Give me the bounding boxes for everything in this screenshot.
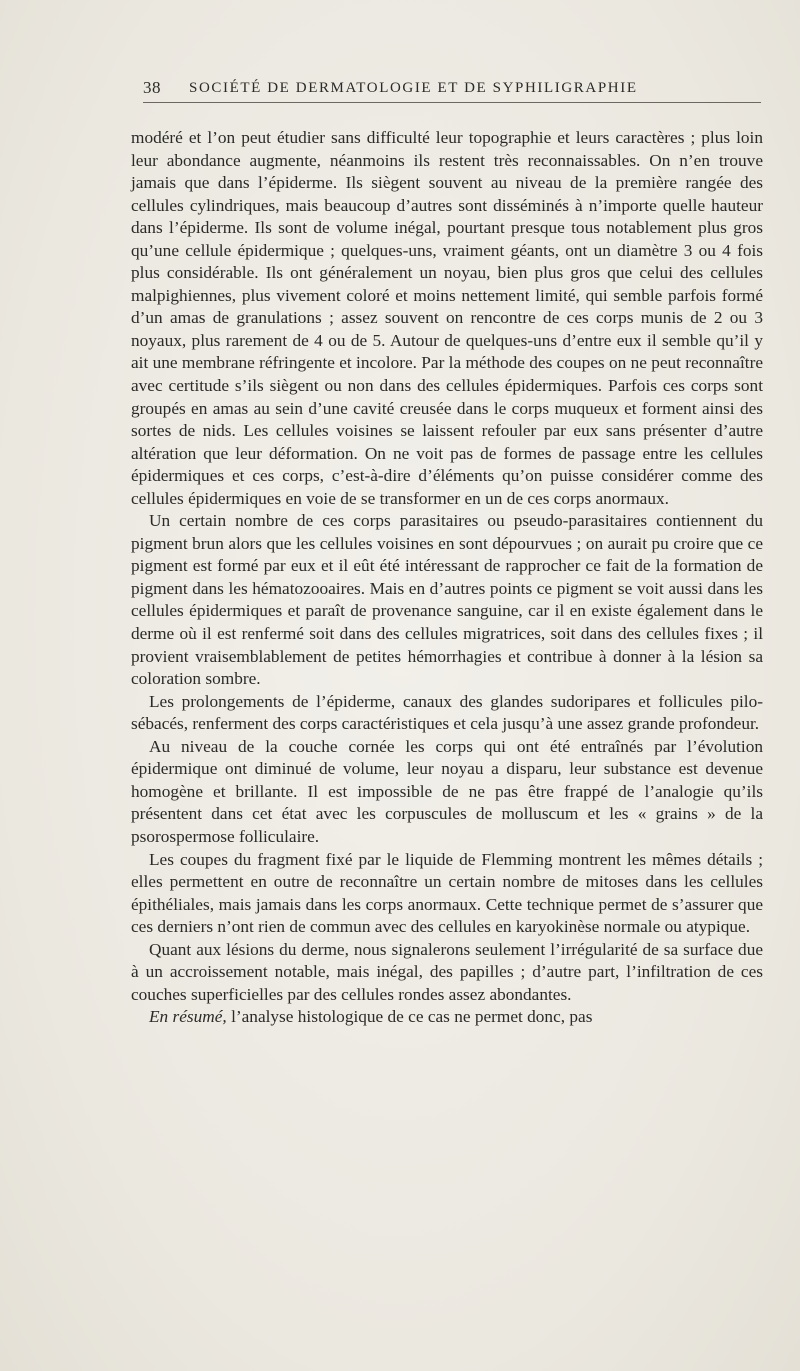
italic-lead: En résumé, (149, 1007, 227, 1027)
paragraph-7-text: l’analyse histologique de ce cas ne permet donc, pas (231, 1007, 593, 1027)
paragraph-4: Au niveau de la couche cornée les corps qui ont été entraînés par l’évolution épidermique ont diminué de volume, leur noyau a disparu, leur substance est devenue homogène et brillante. Il est impossible de ne pas être frappé de l’analogie qu’ils présentent dans cet état avec les corpuscules de molluscum et les « grains » de la psorospermose folliculaire. (131, 736, 763, 846)
running-title: SOCIÉTÉ DE DERMATOLOGIE ET DE SYPHILIGRAPHIE (189, 80, 638, 96)
page-header (143, 76, 761, 103)
paragraph-6: Quant aux lésions du derme, nous signalerons seulement l’irrégularité de sa surface due à un accroissement notable, mais inégal, des papilles ; d’autre part, l’infiltration de ces couches superficielles par des cellules rondes assez abondantes. (131, 939, 763, 1004)
paragraph-2: Un certain nombre de ces corps parasitaires ou pseudo-parasitaires contiennent du pigment brun alors que les cellules voisines en sont dépourvues ; on aurait pu croire que ce pigment est formé par eux et il eût été intéressant de rapprocher ce fait de la formation de pigment dans les hématozooaires. Mais en d’autres points ce pigment se voit aussi dans les cellules épidermiques et paraît de provenance sanguine, car il en existe également dans le derme où il est renfermé soit dans des cellules migratrices, soit dans des cellules fixes ; il provient vraisemblablement de petites hémorrhagies et contribue à donner à la lésion sa coloration sombre. (131, 511, 763, 689)
paragraph-3: Les prolongements de l’épiderme, canaux des glandes sudoripares et follicules pilo-sébacés, renferment des corps caractéristiques et cela jusqu’à une assez grande profondeur. (131, 691, 763, 734)
paragraph-1: modéré et l’on peut étudier sans difficulté leur topographie et leurs caractères ; plus loin leur abondance augmente, néanmoins ils restent très reconnaissables. On n’en trouve jamais que dans l’épiderme. Ils siègent souvent au niveau de la première rangée des cellules cylindriques, mais beaucoup d’autres sont disséminés à n’importe quelle hauteur dans l’épiderme. Ils sont de volume inégal, pourtant presque tous notablement plus gros qu’une cellule épidermique ; quelques-uns, vraiment géants, ont un diamètre 3 ou 4 fois plus considérable. Ils ont généralement un noyau, bien plus gros que celui des cellules malpighiennes, plus vivement coloré et moins nettement limité, qui semble parfois formé d’un amas de granulations ; assez souvent on rencontre de ces corps munis de 2 ou 3 noyaux, plus rarement de 4 ou de 5. Autour de quelques-uns d’entre eux il semble qu’il y ait une membrane réfringente et incolore. Par la méthode des coupes on ne peut reconnaître avec certitude s’ils siègent ou non dans des cellules épidermiques. Parfois ces corps sont groupés en amas au sein d’une cavité creusée dans le corps muqueux et forment ainsi des sortes de nids. Les cellules voisines se laissent refouler par eux sans présenter d’autre altération que leur déformation. On ne voit pas de formes de passage entre les cellules épidermiques et ces corps, c’est-à-dire d’éléments qu’on puisse considérer comme des cellules épidermiques en voie de se transformer en un de ces corps anormaux. (131, 128, 763, 508)
paragraph-5: Les coupes du fragment fixé par le liquide de Flemming montrent les mêmes détails ; elles permettent en outre de reconnaître un certain nombre de mitoses dans les cellules épithéliales, mais jamais dans les corps anormaux. Cette technique permet de s’assurer que ces derniers n’ont rien de commun avec des cellules en karyokinèse normale ou atypique. (131, 849, 763, 937)
page-number: 38 (143, 78, 161, 97)
paragraph-7 (131, 1006, 763, 1029)
body-text (131, 127, 763, 1029)
